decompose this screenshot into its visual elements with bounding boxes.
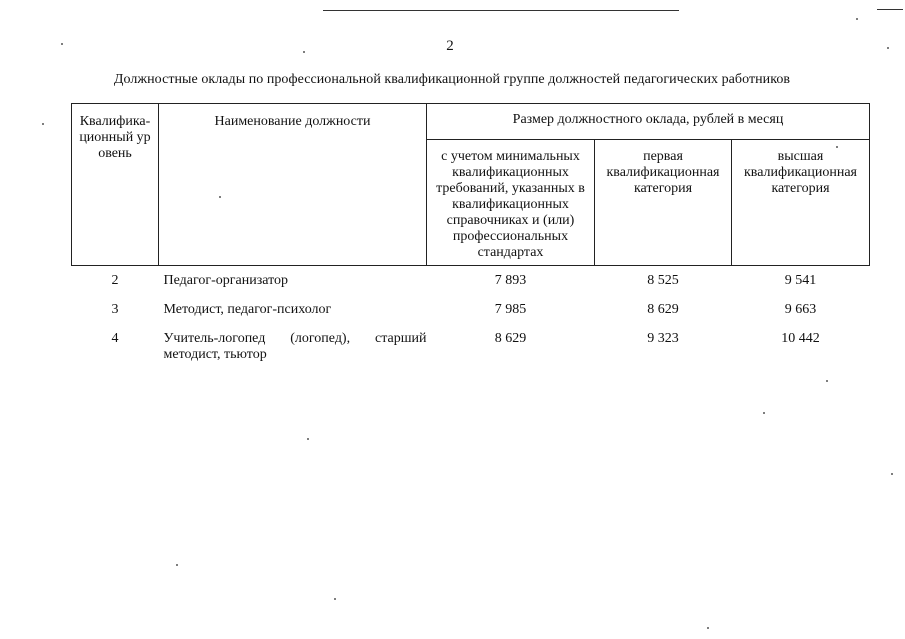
header-salary-group: Размер должностного оклада, рублей в месяц	[427, 104, 870, 140]
header-name: Наименование должности	[159, 104, 427, 266]
header-salary-min-label: с учетом минимальных квалификационных требований, указанных в квалификационных справочниках и (или) профессиональных стандартах	[436, 149, 585, 260]
cell-salary-high: 9 541	[784, 273, 817, 288]
cell-name: Педагог-организатор	[163, 273, 289, 288]
scan-speck	[61, 43, 63, 45]
header-salary-first-label: первая квалификационная категория	[606, 149, 720, 196]
cell-name: Учитель-логопед (логопед), старший методист, тьютор	[163, 331, 427, 362]
top-rule-right	[877, 9, 903, 10]
cell-name: Методист, педагог-психолог	[163, 302, 332, 317]
scan-speck	[334, 598, 336, 600]
document-title: Должностные оклады по профессиональной квалификационной группе должностей педагогических работников	[113, 72, 791, 87]
header-salary-min	[427, 140, 595, 266]
scan-speck	[891, 473, 893, 475]
header-salary-high-label: высшая квалификационная категория	[743, 149, 858, 196]
cell-salary-min: 7 893	[494, 273, 527, 288]
cell-salary-first: 9 323	[647, 331, 679, 346]
scan-speck	[856, 18, 858, 20]
header-level-label: Квалифика-ционный уровень	[79, 114, 151, 161]
cell-salary-high: 10 442	[781, 331, 820, 346]
cell-salary-high: 9 663	[784, 302, 817, 317]
scan-speck	[307, 438, 309, 440]
cell-salary-first: 8 525	[647, 273, 679, 288]
scan-speck	[763, 412, 765, 414]
cell-level: 3	[111, 302, 119, 317]
scan-speck	[887, 47, 889, 49]
scan-speck	[42, 123, 44, 125]
scan-speck	[219, 196, 221, 198]
header-salary-high	[732, 140, 870, 266]
scan-speck	[176, 564, 178, 566]
page-number: 2	[446, 38, 454, 54]
scan-speck	[826, 380, 828, 382]
table-row	[72, 302, 870, 331]
cell-level: 4	[111, 331, 119, 346]
scan-speck	[303, 51, 305, 53]
scan-speck	[836, 146, 838, 148]
table-row	[72, 266, 870, 303]
scan-speck	[707, 627, 709, 629]
table-row	[72, 331, 870, 363]
cell-level: 2	[111, 273, 119, 288]
cell-salary-min: 7 985	[494, 302, 527, 317]
salary-table	[71, 103, 870, 363]
top-rule	[323, 10, 679, 11]
cell-salary-min: 8 629	[494, 331, 527, 346]
header-level	[72, 104, 159, 266]
cell-salary-first: 8 629	[647, 302, 679, 317]
header-salary-first	[595, 140, 732, 266]
table-header-row	[72, 104, 870, 140]
